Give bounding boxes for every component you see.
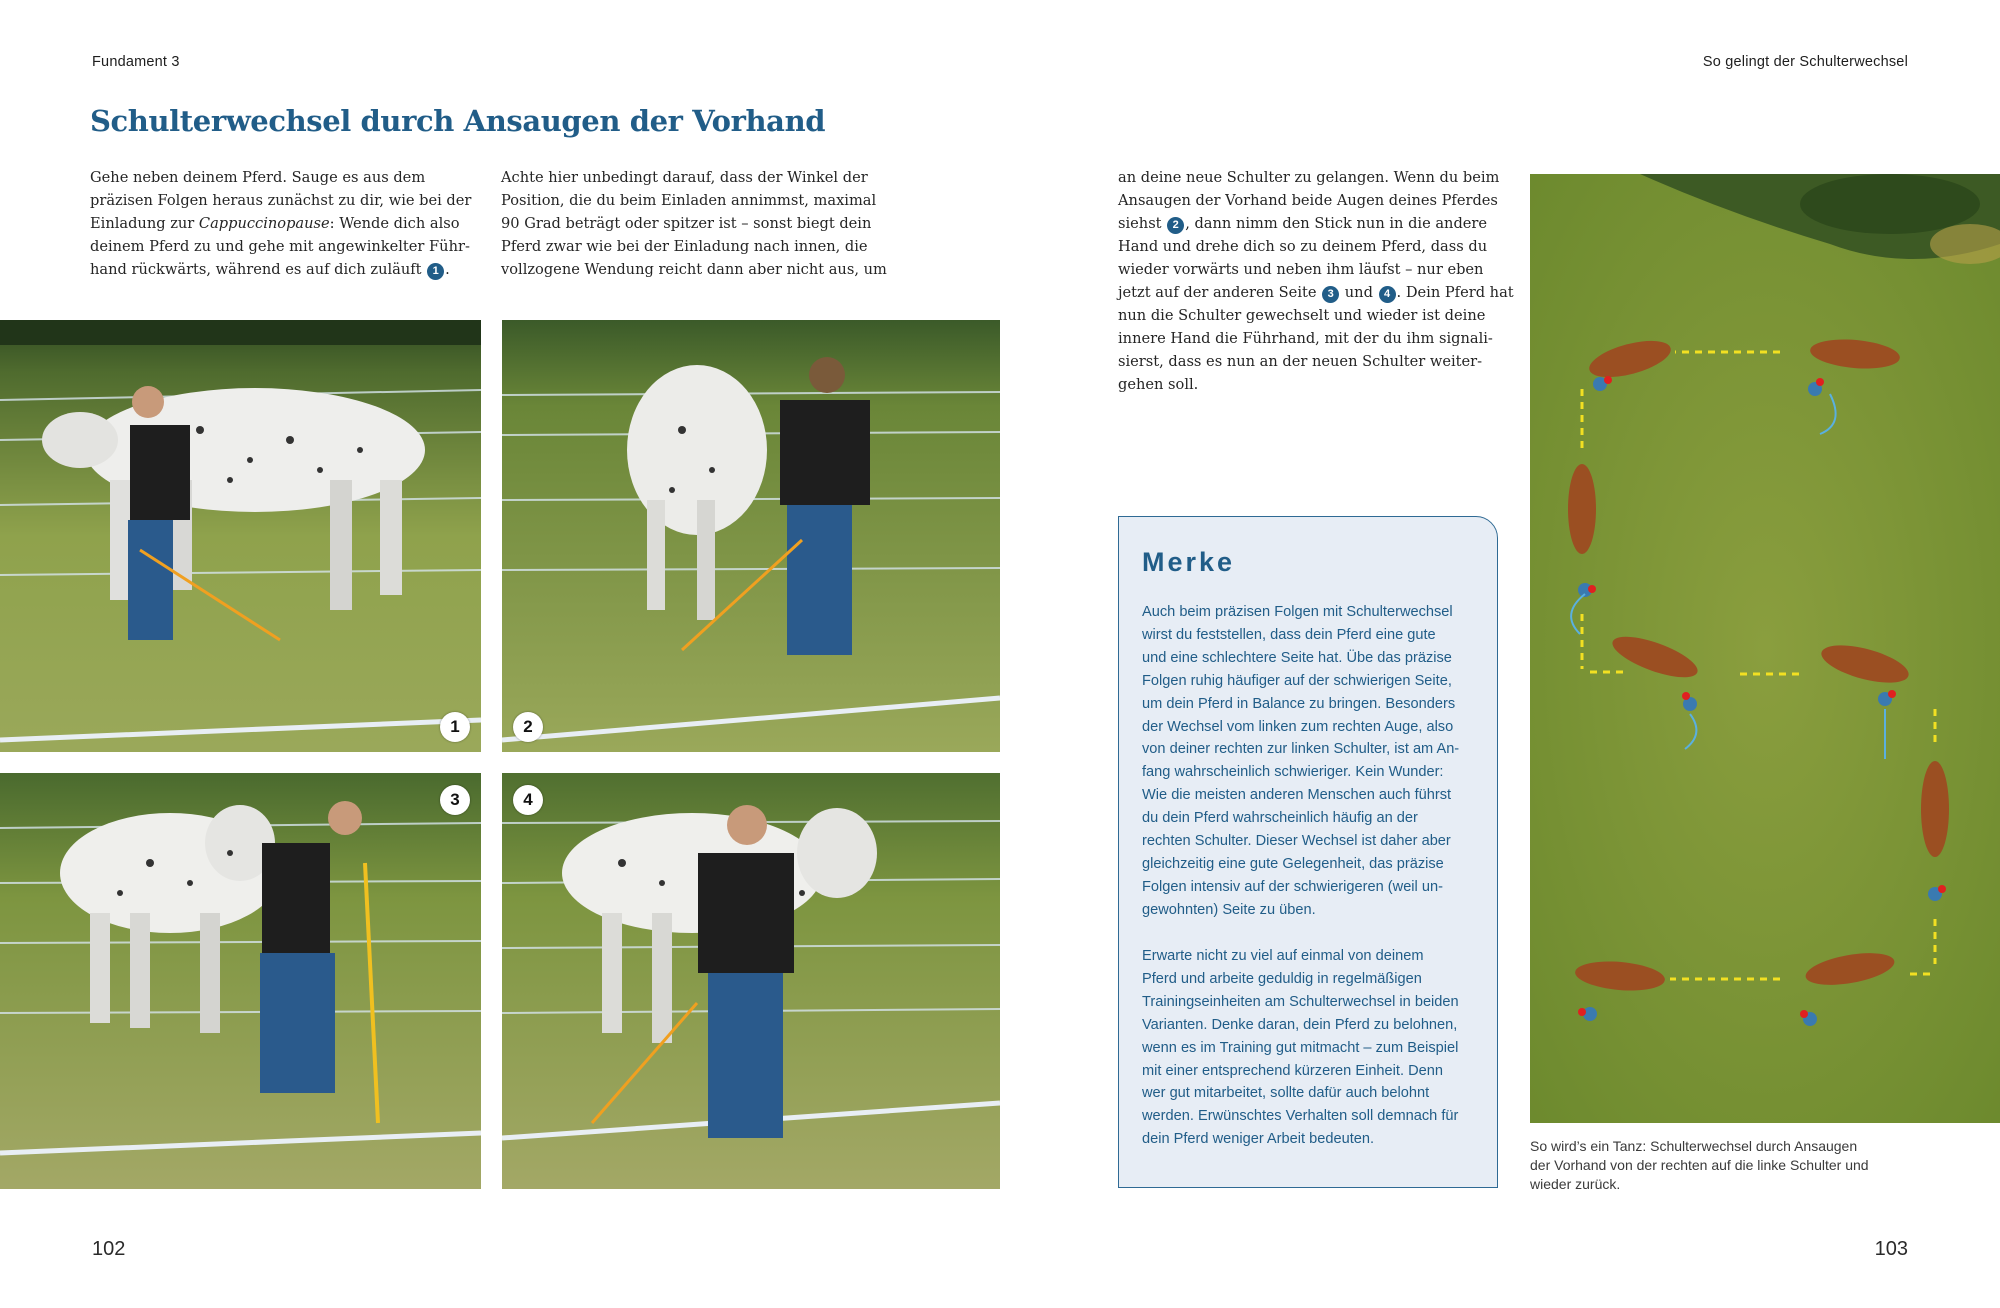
photo-step-4-illustration <box>502 773 1000 1189</box>
body-column-1 <box>90 166 471 281</box>
aerial-diagram-photo <box>1530 174 2000 1123</box>
text-line: Pferd und arbeite geduldig in regelmäßigen <box>1142 970 1422 987</box>
photo-step-1-illustration <box>0 320 481 752</box>
photo-step-1 <box>0 320 481 752</box>
aerial-diagram-illustration <box>1530 174 2000 1123</box>
photo-step-3-illustration <box>0 773 481 1189</box>
page-number-right: 103 <box>1874 1238 1908 1260</box>
step-badge: 1 <box>427 263 444 280</box>
text-line: gewohnten) Seite zu üben. <box>1142 901 1316 918</box>
text-span: jetzt auf der anderen Seite <box>1118 284 1317 301</box>
text-line: präzisen Folgen heraus zunächst zu dir, wie bei der <box>90 192 472 209</box>
text-line: und eine schlechtere Seite hat. Übe das präzise <box>1142 649 1452 666</box>
text-line: Achte hier unbedingt darauf, dass der Winkel der <box>501 169 868 186</box>
photo-step-4 <box>502 773 1000 1189</box>
text-span: hand rückwärts, während es auf dich zuläuft <box>90 261 422 278</box>
photo-number-badge: 4 <box>513 785 543 815</box>
page-number-left: 102 <box>92 1238 126 1260</box>
photo-step-3 <box>0 773 481 1189</box>
text-line <box>1118 212 1514 235</box>
merke-infobox <box>1118 516 1498 1188</box>
text-line: innere Hand die Führhand, mit der du ihm signali- <box>1118 330 1493 347</box>
text-line: rechten Schulter. Dieser Wechsel ist daher aber <box>1142 833 1451 850</box>
text-line: Pferd zwar wie bei der Einladung nach innen, die <box>501 238 868 255</box>
text-line <box>90 258 471 281</box>
running-head-right: So gelingt der Schulterwechsel <box>1702 54 1908 70</box>
step-badge: 3 <box>1322 286 1339 303</box>
text-line: fang wahrscheinlich schwieriger. Kein Wunder: <box>1142 764 1444 781</box>
step-badge: 4 <box>1379 286 1396 303</box>
text-line: Erwarte nicht zu viel auf einmal von deinem <box>1142 948 1424 964</box>
text-line: wer gut mitarbeitet, sollte dafür auch belohnt <box>1142 1085 1430 1102</box>
text-line: Folgen intensiv auf der schwierigeren (weil un- <box>1142 878 1443 895</box>
section-heading: Schulterwechsel durch Ansaugen der Vorhand <box>90 104 826 138</box>
text-line: nun die Schulter gewechselt und wieder ist deine <box>1118 307 1486 324</box>
caption-line: So wird’s ein Tanz: Schulterwechsel durch Ansaugen <box>1530 1138 1858 1154</box>
text-line: Hand und drehe dich so zu deinem Pferd, dass du <box>1118 238 1488 255</box>
running-head-left: Fundament 3 <box>92 54 180 70</box>
text-line: Gehe neben deinem Pferd. Sauge es aus dem <box>90 169 426 186</box>
text-line: wirst du feststellen, dass dein Pferd eine gute <box>1142 626 1436 643</box>
text-line: sierst, dass es nun an der neuen Schulter weiter- <box>1118 353 1483 370</box>
text-line: gleichzeitig eine gute Gelegenheit, das präzise <box>1142 855 1444 872</box>
text-line: dein Pferd weniger Arbeit bedeuten. <box>1142 1131 1375 1148</box>
body-column-3 <box>1118 166 1514 396</box>
figure-caption <box>1530 1137 1869 1194</box>
photo-step-2-illustration <box>502 320 1000 752</box>
text-line: wieder vorwärts und neben ihm läufst – nur eben <box>1118 261 1484 278</box>
text-span: : Wende dich also <box>329 215 460 232</box>
text-line: an deine neue Schulter zu gelangen. Wenn du beim <box>1118 169 1500 186</box>
text-line <box>1118 281 1514 304</box>
text-span: und <box>1344 284 1373 301</box>
text-span: siehst <box>1118 215 1162 232</box>
text-line: Varianten. Denke daran, dein Pferd zu belohnen, <box>1142 1016 1458 1033</box>
photo-number-badge: 3 <box>440 785 470 815</box>
text-line: Auch beim präzisen Folgen mit Schulterwechsel <box>1142 604 1453 620</box>
text-line: Wie die meisten anderen Menschen auch führst <box>1142 787 1452 804</box>
text-line: der Wechsel vom linken zum rechten Auge, also <box>1142 718 1454 735</box>
merke-paragraph-1 <box>1142 601 1459 922</box>
merke-title: Merke <box>1142 547 1236 577</box>
text-span: Einladung zur <box>90 215 199 232</box>
text-line: du dein Pferd wahrscheinlich häufig an der <box>1142 810 1418 827</box>
merke-paragraph-2 <box>1142 945 1459 1151</box>
caption-line: wieder zurück. <box>1530 1176 1621 1192</box>
text-line: mit einer entsprechend kürzeren Einheit. Denn <box>1142 1062 1443 1079</box>
text-line: deinem Pferd zu und gehe mit angewinkelter Führ- <box>90 238 470 255</box>
text-span: . Dein Pferd hat <box>1396 284 1514 301</box>
text-line: Trainingseinheiten am Schulterwechsel in beiden <box>1142 993 1459 1010</box>
text-span: , dann nimm den Stick nun in die andere <box>1185 215 1488 232</box>
photo-number-badge: 2 <box>513 712 543 742</box>
text-line: von deiner rechten zur linken Schulter, ist am An- <box>1142 741 1460 758</box>
text-line: vollzogene Wendung reicht dann aber nicht aus, um <box>501 261 887 278</box>
photo-step-2 <box>502 320 1000 752</box>
text-line: werden. Erwünschtes Verhalten soll demnach für <box>1142 1108 1459 1125</box>
text-line: Ansaugen der Vorhand beide Augen deines Pferdes <box>1118 192 1498 209</box>
step-badge: 2 <box>1167 217 1184 234</box>
body-column-2 <box>501 166 887 281</box>
text-line <box>90 212 471 235</box>
text-span: . <box>445 261 450 278</box>
text-line: Position, die du beim Einladen annimmst, maximal <box>501 192 877 209</box>
text-line: Folgen ruhig häufiger auf der schwierigen Seite, <box>1142 672 1452 689</box>
text-line: gehen soll. <box>1118 376 1199 393</box>
photo-number-badge: 1 <box>440 712 470 742</box>
text-line: um dein Pferd in Balance zu bringen. Besonders <box>1142 695 1456 712</box>
text-line: wenn es im Training gut mitmacht – zum Beispiel <box>1142 1039 1459 1056</box>
text-line: 90 Grad beträgt oder spitzer ist – sonst biegt dein <box>501 215 872 232</box>
caption-line: der Vorhand von der rechten auf die linke Schulter und <box>1530 1157 1869 1173</box>
italic-term: Cappuccinopause <box>198 215 330 232</box>
